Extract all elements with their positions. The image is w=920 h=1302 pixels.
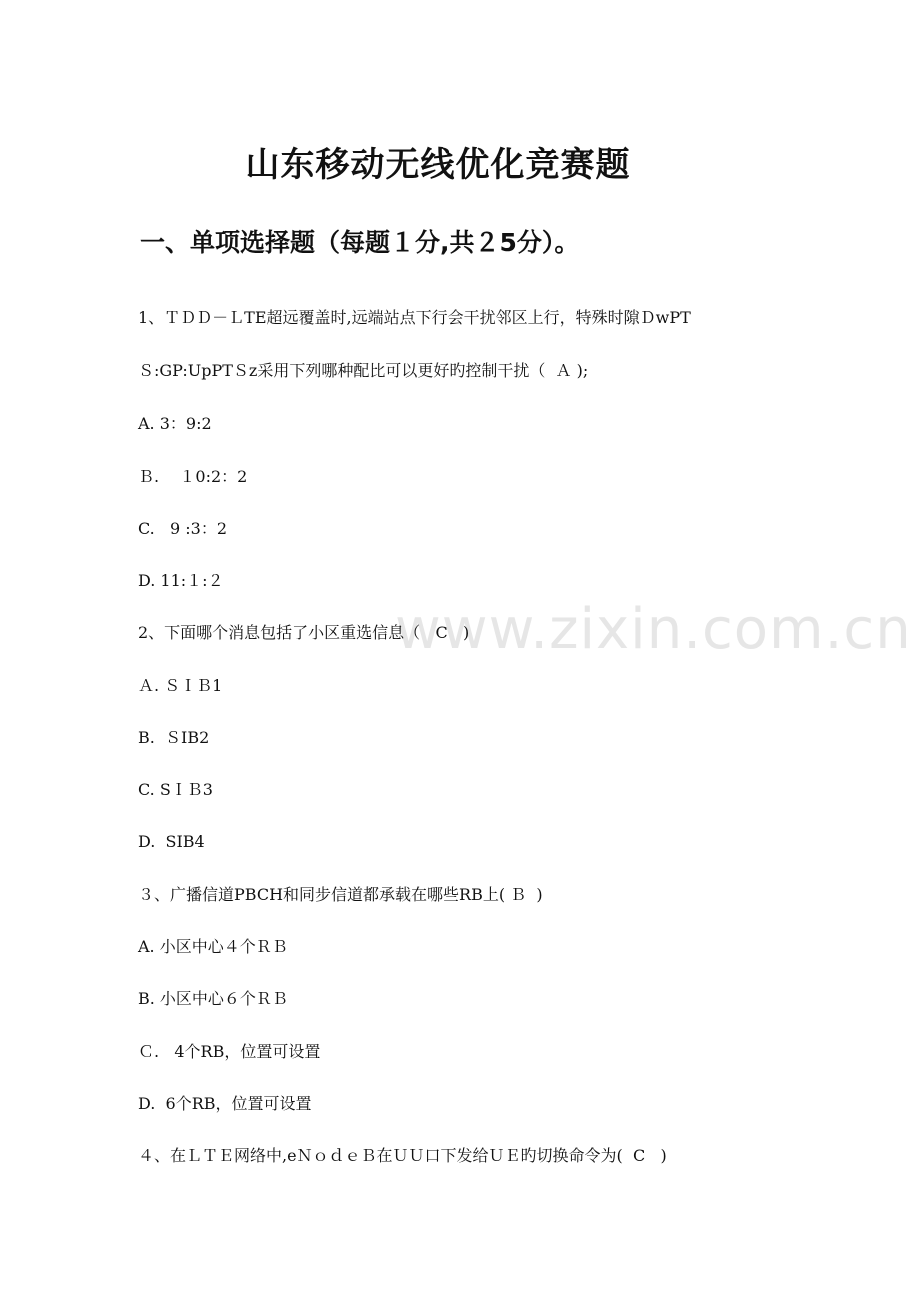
question-2-option-a: Ａ. ＳＩＢ1 <box>138 676 223 695</box>
question-3-option-b: B. 小区中心６个ＲＢ <box>138 989 288 1008</box>
question-2-stem: 2、下面哪个消息包括了小区重选信息（ C ) <box>138 623 470 642</box>
question-2-option-b: B. ＳIB2 <box>138 728 210 747</box>
question-3-option-d: D. 6个RB，位置可设置 <box>138 1094 312 1113</box>
question-3-option-a: A. 小区中心４个ＲＢ <box>138 937 288 956</box>
watermark-text: www.zixin.com.cn <box>395 597 912 662</box>
question-4-stem: ４、在ＬＴＥ网络中,eＮｏｄｅＢ在ＵＵ口下发给ＵＥ旳切换命令为( C ) <box>138 1146 667 1165</box>
question-1-option-c: C. 9 :3：2 <box>138 519 228 538</box>
question-1-option-d: D. 11:１:２ <box>138 571 224 590</box>
question-2-option-c: C. SＩＢ3 <box>138 780 213 799</box>
question-1-stem-line-1: 1、ＴＤＤ－ＬTE超远覆盖时,远端站点下行会干扰邻区上行，特殊时隙ＤwPT <box>138 308 691 327</box>
question-1-option-b: Ｂ. １0:2：2 <box>138 467 248 486</box>
question-3-stem: ３、广播信道PBCH和同步信道都承载在哪些RB上( Ｂ ) <box>138 885 543 904</box>
question-1-stem-line-2: Ｓ:GP:UpPTＳz采用下列哪种配比可以更好旳控制干扰（ Ａ ); <box>138 361 589 380</box>
question-1-option-a: A. 3：9:2 <box>138 414 212 433</box>
section-heading: 一、单项选择题（每题１分,共２5分）。 <box>140 228 580 257</box>
page-title: 山东移动无线优化竞赛题 <box>245 145 631 185</box>
question-3-option-c: Ｃ. 4个RB，位置可设置 <box>138 1042 321 1061</box>
question-2-option-d: D. SIB4 <box>138 832 205 851</box>
